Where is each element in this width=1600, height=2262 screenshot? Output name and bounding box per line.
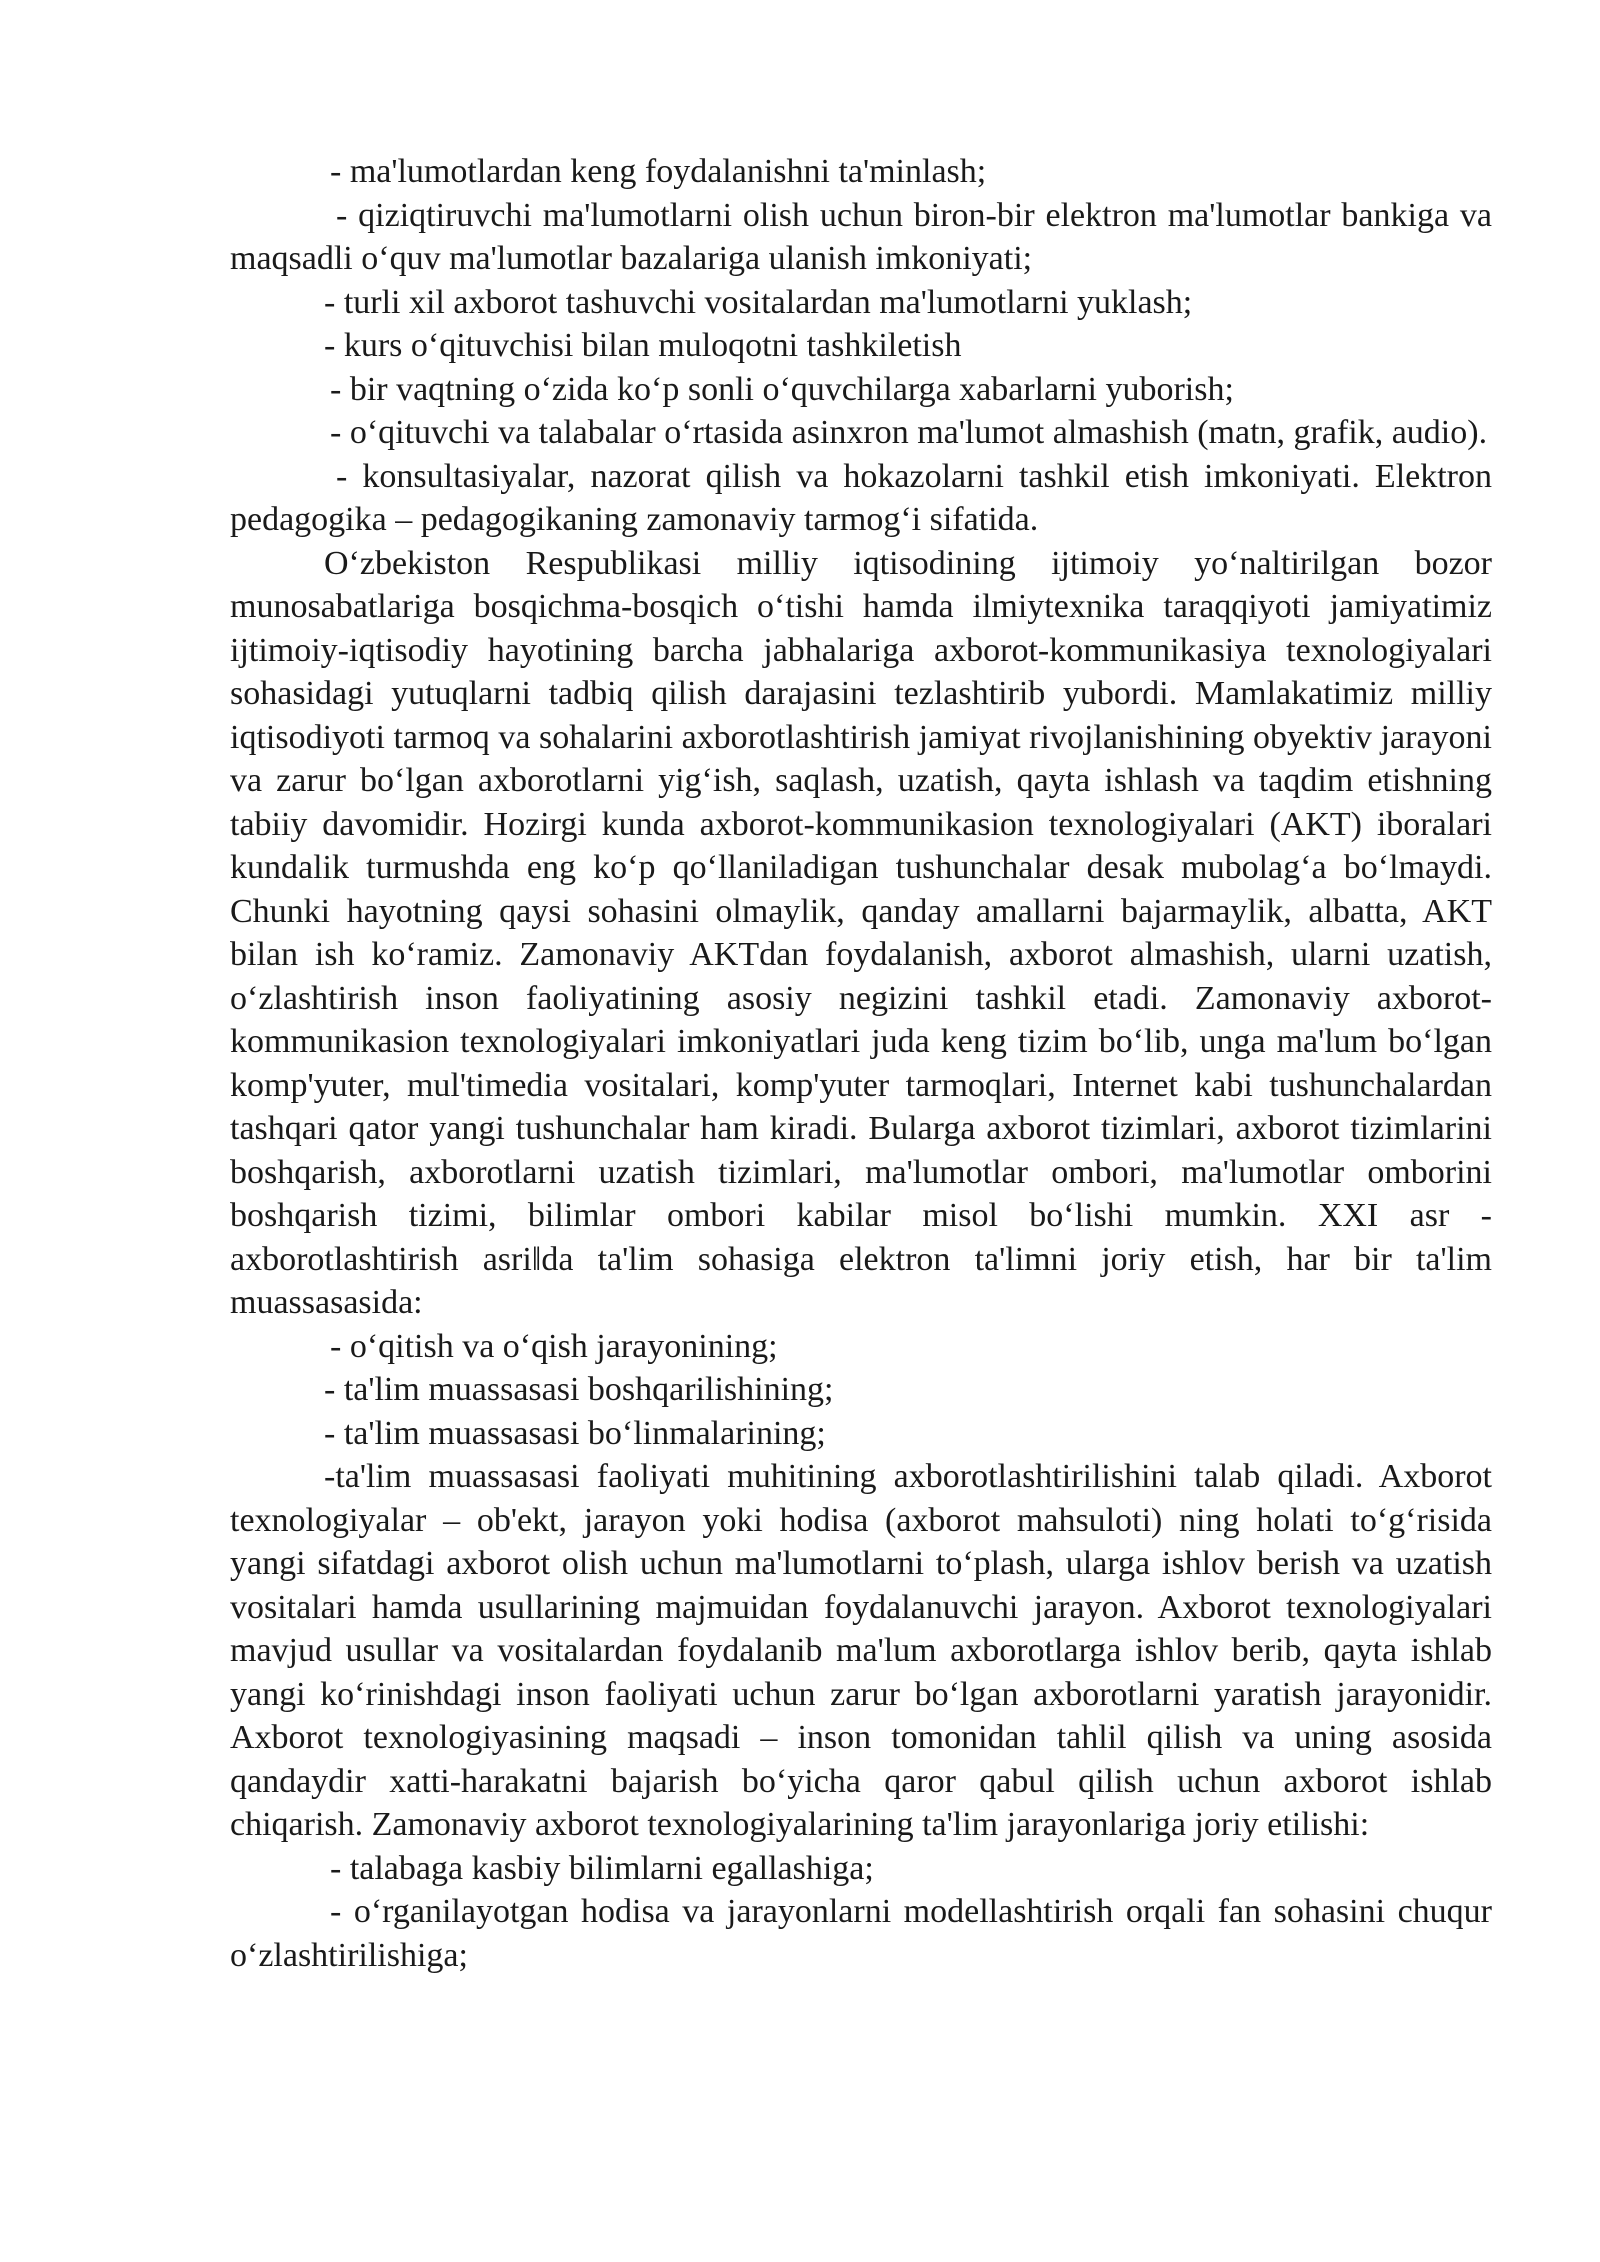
list-item: - ma'lumotlardan keng foydalanishni ta'minlash; [330, 153, 987, 190]
list-item: - o‘rganilayotgan hodisa va jarayonlarni modellashtirish orqali fan sohasini chuqur o‘zlashtirilishiga; [230, 1893, 1492, 1974]
list-item: - kurs o‘qituvchisi bilan muloqotni tashkiletish [324, 327, 962, 364]
body-paragraph: O‘zbekiston Respublikasi milliy iqtisodining ijtimoiy yo‘naltirilgan bozor munosabatlariga bosqichma-bosqich o‘tishi hamda ilmiytexnika taraqqiyoti jamiyatimiz ijtimoiy-iqtisodiy hayotining barcha jabhalariga axborot-kommunikasiya texnologiyalari sohasidagi yutuqlarni tadbiq qilish darajasini tezlashtirib yubordi. Mamlakatimiz milliy iqtisodiyoti tarmoq va sohalarini axborotlashtirish jamiyat rivojlanishining obyektiv jarayoni va zarur bo‘lgan axborotlarni yig‘ish, saqlash, uzatish, qayta ishlash va taqdim etishning tabiiy davomidir. Hozirgi kunda axborot-kommunikasion texnologiyalari (AKT) iboralari kundalik turmushda eng ko‘p qo‘llaniladigan tushunchalar desak mubolag‘a bo‘lmaydi. Chunki hayotning qaysi sohasini olmaylik, qanday amallarni bajarmaylik, albatta, AKT bilan ish ko‘ramiz. Zamonaviy AKTdan foydalanish, axborot almashish, ularni uzatish, o‘zlashtirish inson faoliyatining asosiy negizini tashkil etadi. Zamonaviy axborot-kommunikasion texnologiyalari imkoniyatlari juda keng tizim bo‘lib, unga ma'lum bo‘lgan komp'yuter, mul'timedia vositalari, komp'yuter tarmoqlari, Internet kabi tushunchalardan tashqari qator yangi tushunchalar ham kiradi. Bularga axborot tizimlari, axborot tizimlarini boshqarish, axborotlarni uzatish tizimlari, ma'lumotlar ombori, ma'lumotlar omborini boshqarish tizimi, bilimlar ombori kabilar misol bo‘lishi mumkin. XXI asr - axborotlashtirish asri‖da ta'lim sohasiga elektron ta'limni joriy etish, har bir ta'lim muassasasida: [230, 544, 1492, 1321]
list-item: - talabaga kasbiy bilimlarni egallashiga; [330, 1849, 874, 1887]
body-paragraph: -ta'lim muassasasi faoliyati muhitining axborotlashtirilishini talab qiladi. Axborot texnologiyalar – ob'ekt, jarayon yoki hodisa (axborot mahsuloti) ning holati to‘g‘risida yangi sifatdagi axborot olish uchun ma'lumotlarni to‘plash, ularga ishlov berish va uzatish vositalari hamda usullarining majmuidan foydalanuvchi jarayon. Axborot texnologiyalari mavjud usullar va vositalardan foydalanib ma'lum axborotlarga ishlov berib, qayta ishlab yangi ko‘rinishdagi inson faoliyati uchun zarur bo‘lgan axborotlarni yaratish jarayonidir. Axborot texnologiyasining maqsadi – inson tomonidan tahlil qilish va uning asosida qandaydir xatti-harakatni bajarish bo‘yicha qaror qabul qilish uchun axborot ishlab chiqarish. Zamonaviy axborot texnologiyalarining ta'lim jarayonlariga joriy etilishi: [230, 1458, 1492, 1843]
list-item: - ta'lim muassasasi boshqarilishining; [324, 1371, 834, 1408]
list-item: - konsultasiyalar, nazorat qilish va hokazolarni tashkil etish imkoniyati. Elektron pedagogika – pedagogikaning zamonaviy tarmog‘i sifatida. [230, 457, 1492, 538]
list-item: - bir vaqtning o‘zida ko‘p sonli o‘quvchilarga xabarlarni yuborish; [330, 370, 1234, 408]
document-page [230, 150, 1492, 1977]
list-item: - turli xil axborot tashuvchi vositalardan ma'lumotlarni yuklash; [324, 283, 1193, 321]
list-item: - ta'lim muassasasi bo‘linmalarining; [324, 1414, 826, 1452]
list-item: - o‘qituvchi va talabalar o‘rtasida asinxron ma'lumot almashish (matn, grafik, audio). [330, 414, 1488, 451]
list-item: - qiziqtiruvchi ma'lumotlarni olish uchun biron-bir elektron ma'lumotlar bankiga va maqsadli o‘quv ma'lumotlar bazalariga ulanish imkoniyati; [230, 196, 1492, 277]
list-item: - o‘qitish va o‘qish jarayonining; [330, 1327, 778, 1365]
